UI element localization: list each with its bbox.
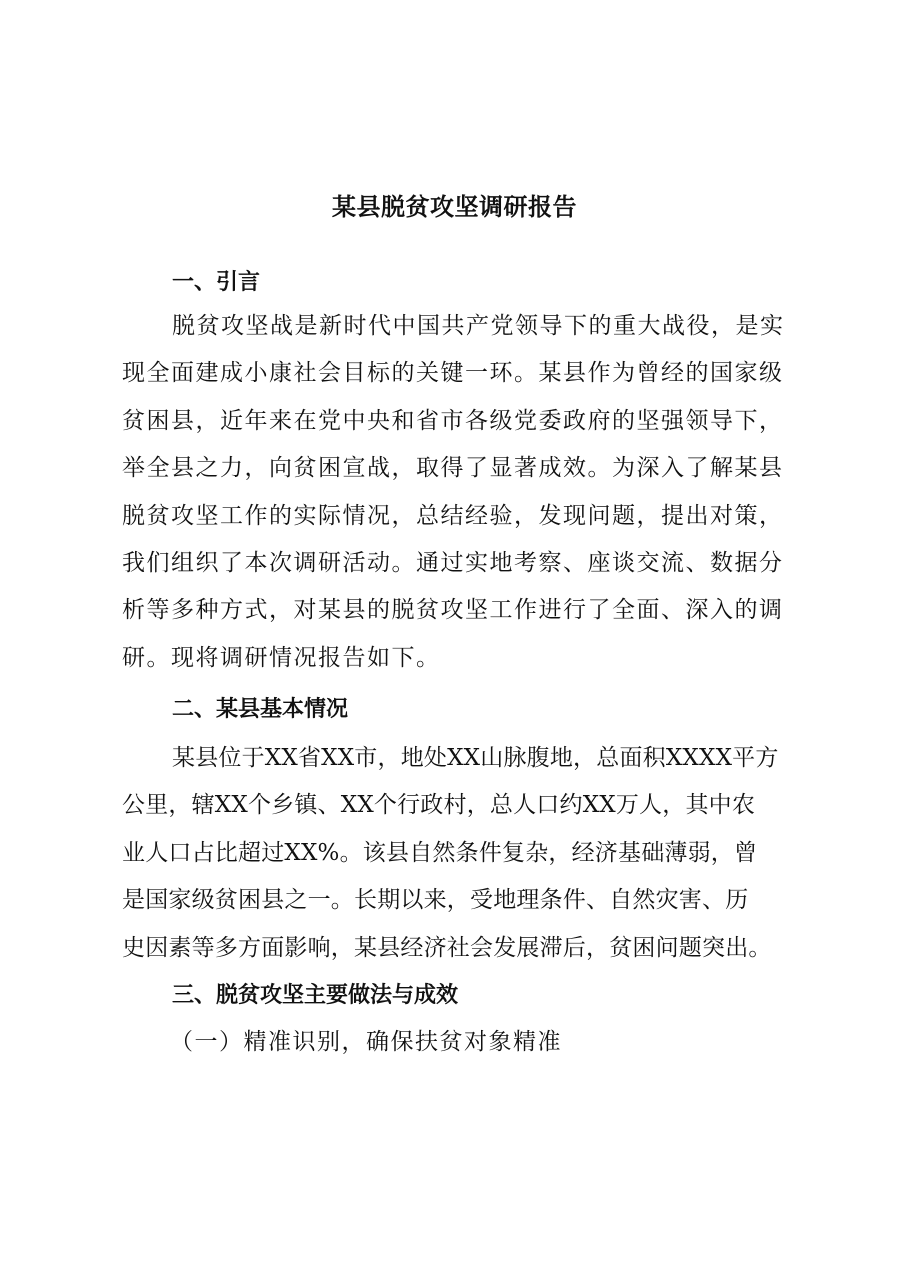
- document-title: 某县脱贫攻坚调研报告: [332, 192, 577, 221]
- paragraph-line: 某县位于XX省XX市，地处XX山脉腹地，总面积XXXX平方: [172, 745, 779, 771]
- paragraph-line: 史因素等多方面影响，某县经济社会发展滞后，贫困问题突出。: [122, 934, 772, 961]
- section-heading-introduction: 一、引言: [172, 269, 261, 295]
- paragraph-line: 公里，辖XX个乡镇、XX个行政村，总人口约XX万人，其中农: [122, 792, 756, 819]
- paragraph-line: 是国家级贫困县之一。长期以来，受地理条件、自然灾害、历: [122, 887, 749, 914]
- paragraph-line: 贫困县，近年来在党中央和省市各级党委政府的坚强领导下，: [122, 407, 784, 434]
- paragraph-line: 我们组织了本次调研活动。通过实地考察、座谈交流、数据分: [122, 549, 784, 576]
- basic-info-paragraph: [122, 735, 798, 972]
- paragraph-line: 举全县之力，向贫困宣战，取得了显著成效。为深入了解某县: [122, 455, 784, 482]
- section-heading-basic-info: 二、某县基本情况: [172, 696, 349, 722]
- introduction-paragraph: [122, 303, 798, 682]
- paragraph-line: 研。现将调研情况报告如下。: [122, 644, 441, 671]
- paragraph-line: 脱贫攻坚工作的实际情况，总结经验，发现问题，提出对策，: [122, 502, 784, 529]
- paragraph-line: 业人口占比超过XX%。该县自然条件复杂，经济基础薄弱，曾: [122, 839, 758, 866]
- paragraph-line: 脱贫攻坚战是新时代中国共产党领导下的重大战役，是实: [172, 313, 785, 339]
- section-heading-measures: 三、脱贫攻坚主要做法与成效: [172, 982, 459, 1008]
- paragraph-line: 现全面建成小康社会目标的关键一环。某县作为曾经的国家级: [122, 360, 784, 387]
- subsection-heading: （一）精准识别，确保扶贫对象精准: [170, 1029, 562, 1055]
- paragraph-line: 析等多种方式，对某县的脱贫攻坚工作进行了全面、深入的调: [122, 597, 784, 624]
